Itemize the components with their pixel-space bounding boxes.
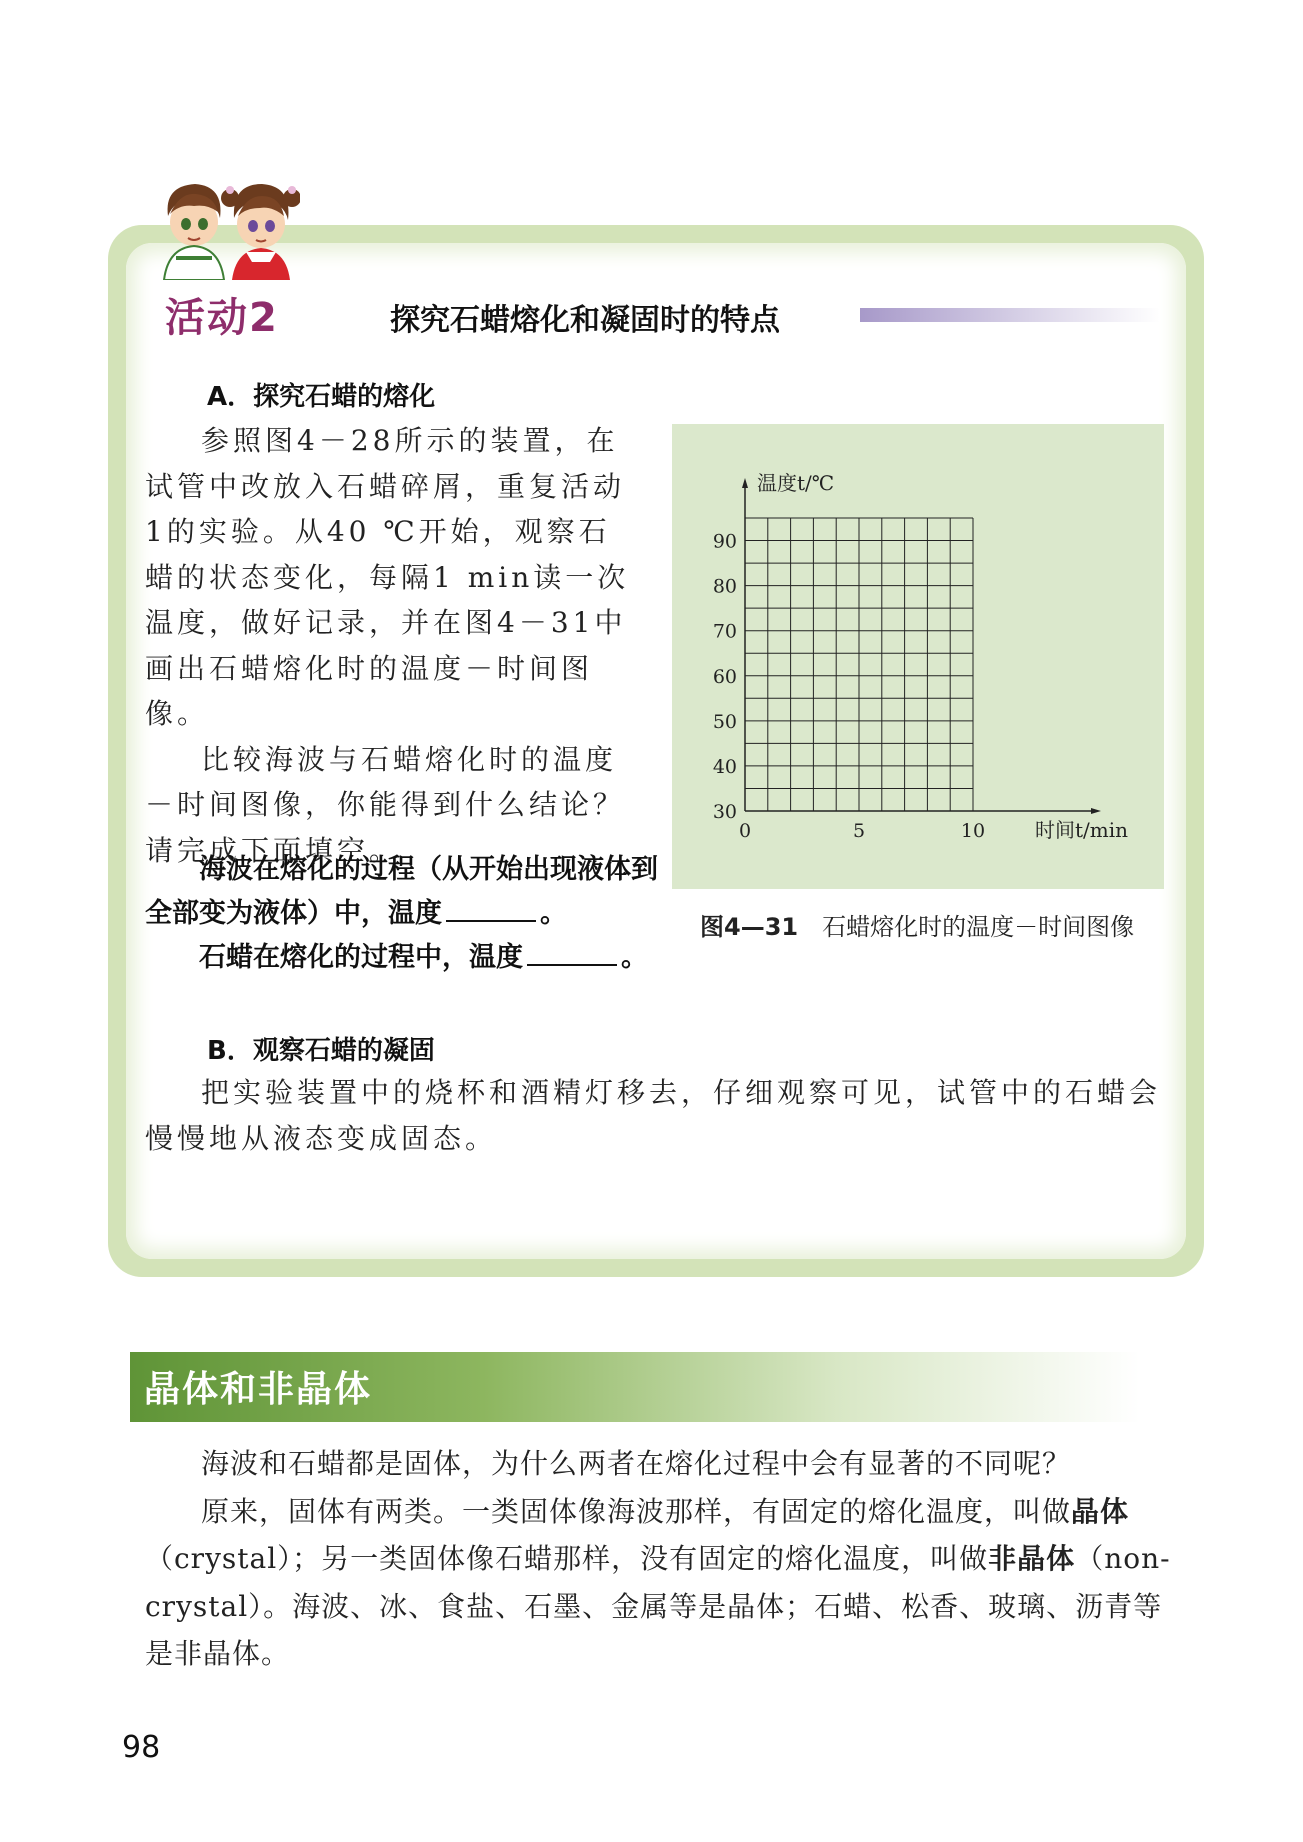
section-b-paragraph: 把实验装置中的烧杯和酒精灯移去，仔细观察可见，试管中的石蜡会慢慢地从液态变成固态。 xyxy=(145,1076,1162,1155)
section-b-text xyxy=(145,1070,1175,1161)
girl-figure xyxy=(221,184,300,280)
fill-line-1-end: 。 xyxy=(540,898,567,929)
boy-figure xyxy=(164,184,224,280)
x-tick-label: 0 xyxy=(738,820,752,842)
y-tick-label: 70 xyxy=(712,620,737,643)
figure-caption xyxy=(700,907,1134,942)
activity-label: 活动2 xyxy=(165,295,279,341)
section-a-paragraph-1: 参照图4－28所示的装置，在试管中改放入石蜡碎屑，重复活动1的实验。从40 ℃开始，观察石蜡的状态变化，每隔1 min读一次温度，做好记录，并在图4－31中画出石蜡熔化时的温度－时间图像。 xyxy=(145,424,630,730)
y-tick-label: 90 xyxy=(712,530,737,553)
figure-caption-text: 石蜡熔化时的温度－时间图像 xyxy=(822,913,1135,941)
section-a-paragraph-2: 比较海波与石蜡熔化时的温度－时间图像，你能得到什么结论？请完成下面填空。 xyxy=(145,742,626,867)
p2-part-c: （non-crystal）。海波、冰、食盐、石墨、金属等是晶体；石蜡、松香、玻璃、沥青等是非晶体。 xyxy=(145,1542,1171,1670)
x-axis-arrow xyxy=(1091,808,1101,814)
y-tick-label: 60 xyxy=(712,665,737,688)
section-a-heading: A．探究石蜡的熔化 xyxy=(207,382,436,412)
chart-panel xyxy=(672,424,1164,889)
p2-part-b: （crystal）；另一类固体像石蜡那样，没有固定的熔化温度，叫做 xyxy=(145,1542,989,1575)
x-tick-label: 10 xyxy=(960,820,986,842)
y-tick-label: 80 xyxy=(712,575,737,598)
section-heading: 晶体和非晶体 xyxy=(144,1369,373,1410)
answer-blank-1[interactable] xyxy=(446,902,536,922)
figure-number: 图4—31 xyxy=(700,913,799,941)
page-number: 98 xyxy=(122,1730,161,1765)
temperature-time-chart xyxy=(672,424,1164,889)
section-b-heading: B．观察石蜡的凝固 xyxy=(207,1036,435,1066)
y-axis-label: 温度t/℃ xyxy=(757,471,835,495)
y-tick-label: 40 xyxy=(712,755,737,778)
fill-in-blanks xyxy=(145,848,665,980)
section-body xyxy=(145,1440,1175,1678)
y-tick-label: 30 xyxy=(712,801,737,823)
fill-line-1 xyxy=(145,848,665,936)
section-a-text xyxy=(145,418,640,873)
cartoon-kids-illustration xyxy=(150,178,300,280)
y-axis-arrow xyxy=(742,478,748,488)
section-paragraph-2 xyxy=(145,1488,1175,1678)
fill-line-2-end: 。 xyxy=(621,942,648,973)
y-tick-label: 50 xyxy=(712,710,737,733)
fill-line-2 xyxy=(145,936,665,980)
section-paragraph-1: 海波和石蜡都是固体，为什么两者在熔化过程中会有显著的不同呢？ xyxy=(201,1447,1072,1480)
title-decoration-bar xyxy=(860,308,1160,322)
fill-line-1-text: 海波在熔化的过程（从开始出现液体到全部变为液体）中，温度 xyxy=(145,854,658,929)
term-crystal: 晶体 xyxy=(1071,1494,1130,1528)
x-tick-label: 5 xyxy=(852,820,866,842)
section-heading-band xyxy=(130,1352,1140,1422)
x-axis-label: 时间t/min xyxy=(1035,818,1129,842)
answer-blank-2[interactable] xyxy=(527,946,617,966)
activity-title: 探究石蜡熔化和凝固时的特点 xyxy=(390,303,780,338)
p2-part-a: 原来，固体有两类。一类固体像海波那样，有固定的熔化温度，叫做 xyxy=(201,1494,1072,1528)
fill-line-2-text: 石蜡在熔化的过程中，温度 xyxy=(199,942,523,973)
term-non-crystal: 非晶体 xyxy=(988,1542,1076,1575)
